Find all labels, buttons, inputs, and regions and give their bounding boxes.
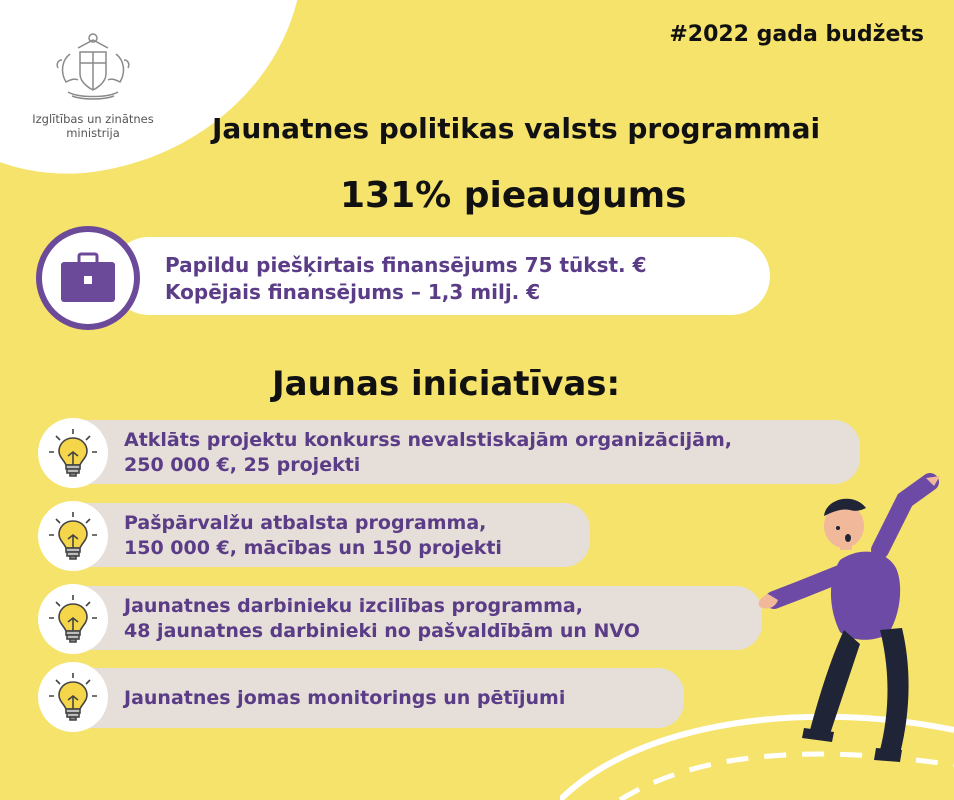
funding-line-2: Kopējais finansējums – 1,3 milj. € — [165, 280, 541, 304]
lightbulb-icon — [46, 670, 100, 724]
briefcase-badge — [36, 226, 140, 330]
initiative-4-line1: Jaunatnes jomas monitorings un pētījumi — [124, 687, 566, 709]
briefcase-icon — [59, 252, 117, 304]
funding-line-1: Papildu piešķirtais finansējums 75 tūkst. € — [165, 253, 647, 277]
initiative-1-line1: Atklāts projektu konkurss nevalstiskajām organizācijām, — [124, 429, 732, 451]
initiative-bulb-3 — [38, 584, 108, 654]
initiative-bulb-2 — [38, 501, 108, 571]
section-heading: Jaunas iniciatīvas: — [272, 364, 621, 404]
initiative-2-line2: 150 000 €, mācības un 150 projekti — [124, 537, 502, 559]
dancing-person-illustration — [740, 470, 950, 790]
page-title: Jaunatnes politikas valsts programmai — [212, 112, 821, 145]
lightbulb-icon — [46, 592, 100, 646]
initiative-bulb-1 — [38, 418, 108, 488]
ministry-name-line1: Izglītības un zinātnes — [32, 112, 154, 126]
page-subtitle: 131% pieaugums — [340, 175, 687, 216]
lightbulb-icon — [46, 509, 100, 563]
initiative-3-line1: Jaunatnes darbinieku izcilības programma, — [124, 595, 583, 617]
lightbulb-icon — [46, 426, 100, 480]
coat-of-arms-icon — [48, 30, 138, 104]
initiative-bulb-4 — [38, 662, 108, 732]
hashtag: #2022 gada budžets — [669, 22, 924, 47]
initiative-1-line2: 250 000 €, 25 projekti — [124, 454, 361, 476]
ministry-logo — [28, 30, 158, 140]
initiative-3-line2: 48 jaunatnes darbinieki no pašvaldībām un NVO — [124, 620, 640, 642]
ministry-name-line2: ministrija — [66, 126, 120, 140]
initiative-2-line1: Pašpārvalžu atbalsta programma, — [124, 512, 487, 534]
